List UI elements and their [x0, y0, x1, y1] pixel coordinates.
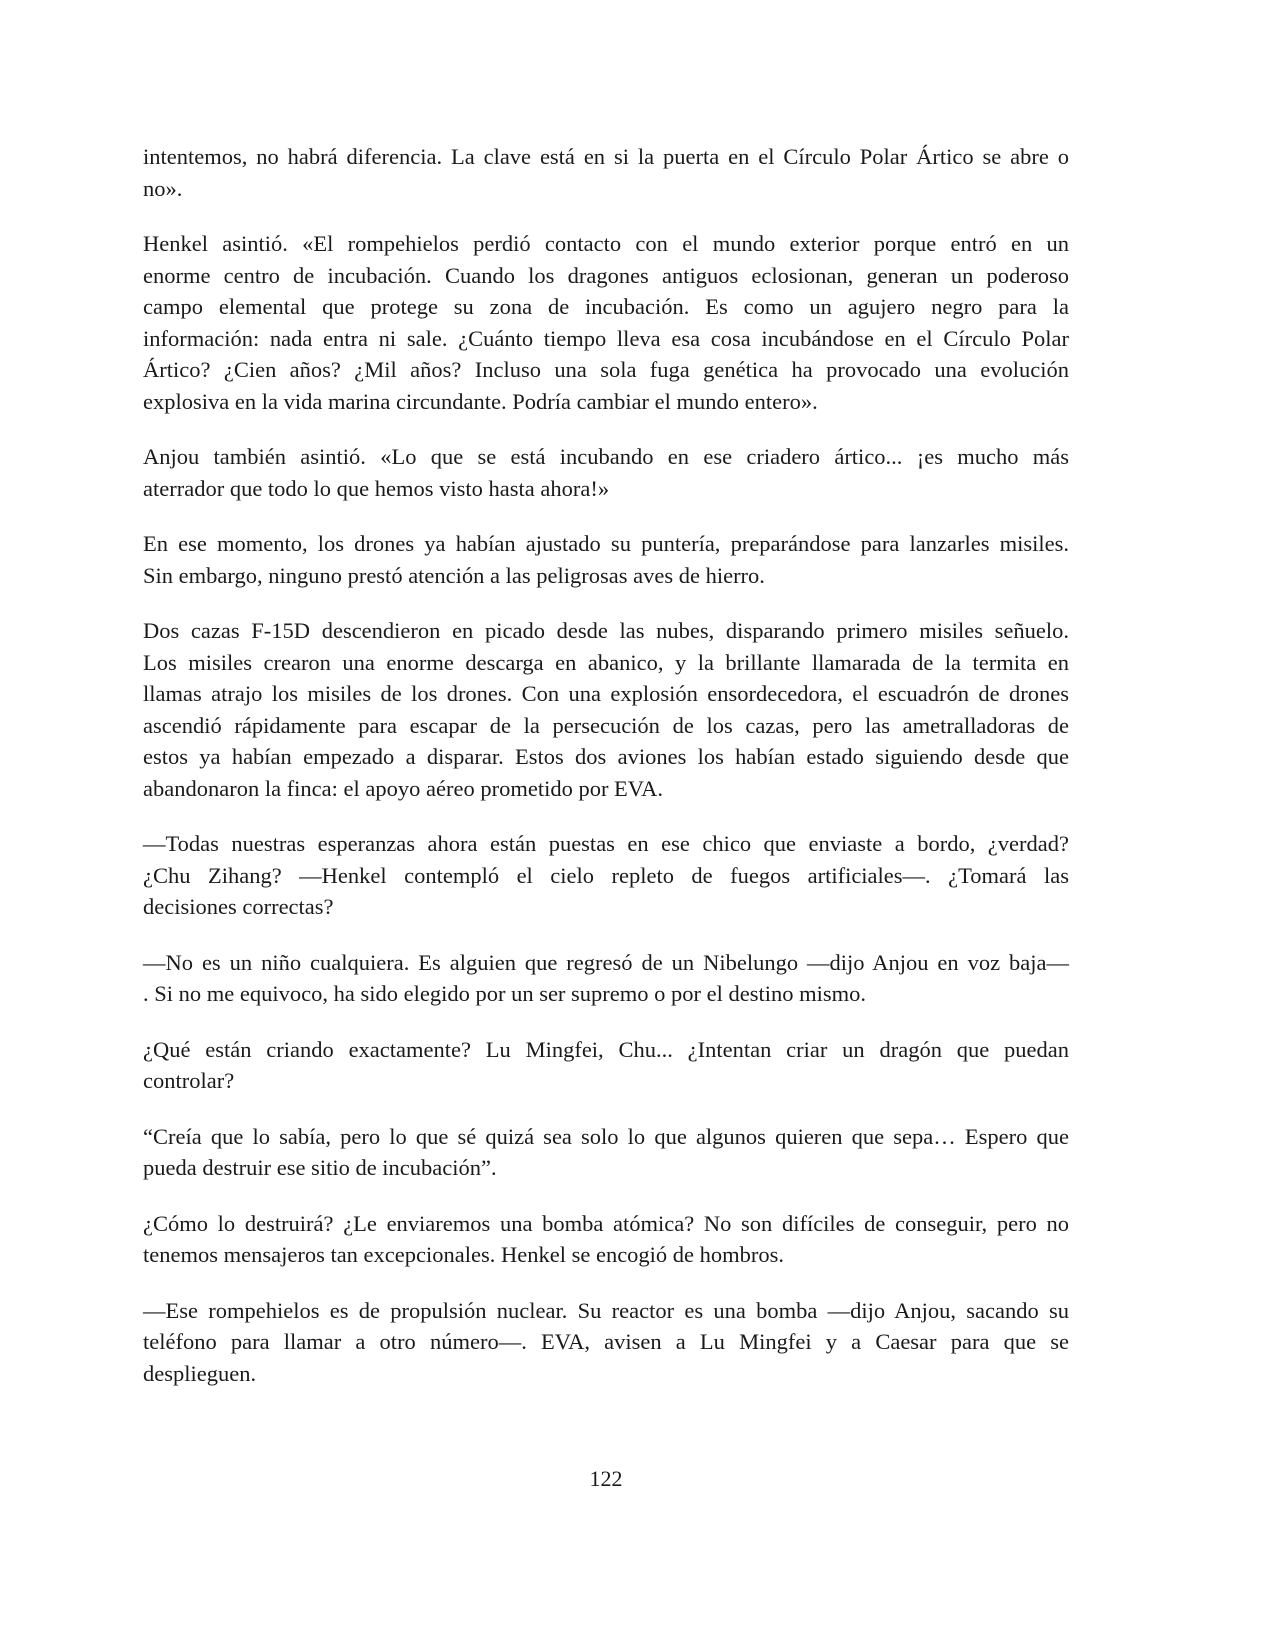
text-line: teléfono para llamar a otro número—. EVA, avisen a Lu Mingfei y a Caesar para que se [143, 1329, 1069, 1354]
text-line: enorme centro de incubación. Cuando los dragones antiguos eclosionan, generan un poderoso [143, 262, 1069, 288]
text-line: —No es un niño cualquiera. Es alguien que regresó de un Nibelungo —dijo Anjou en voz baja— [143, 949, 1069, 975]
text-line: tenemos mensajeros tan excepcionales. Henkel se encogió de hombros. [143, 1242, 785, 1267]
text-line: Los misiles crearon una enorme descarga en abanico, y la brillante llamarada de la termita en [143, 649, 1069, 675]
text-line: Henkel asintió. «El rompehielos perdió contacto con el mundo exterior porque entró en un [143, 231, 1069, 256]
text-line: información: nada entra ni sale. ¿Cuánto tiempo lleva esa cosa incubándose en el Círculo Polar [143, 325, 1069, 351]
paragraph [143, 228, 1069, 417]
text-line: desplieguen. [143, 1360, 257, 1386]
paragraph [143, 1121, 1069, 1184]
paragraph [143, 528, 1069, 591]
text-line: Anjou también asintió. «Lo que se está incubando en ese criadero ártico... ¡es mucho más [143, 444, 1069, 469]
text-line: “Creía que lo sabía, pero lo que sé quizá sea solo lo que algunos quieren que sepa… Espero que [143, 1123, 1069, 1149]
text-line: ¿Qué están criando exactamente? Lu Mingfei, Chu... ¿Intentan criar un dragón que puedan [143, 1036, 1069, 1062]
text-line: —Todas nuestras esperanzas ahora están puestas en ese chico que enviaste a bordo, ¿verdad? [143, 831, 1069, 856]
text-line: Dos cazas F-15D descendieron en picado desde las nubes, disparando primero misiles señuelo. [143, 618, 1069, 643]
paragraph [143, 615, 1069, 804]
text-line: —Ese rompehielos es de propulsión nuclear. Su reactor es una bomba —dijo Anjou, sacando su [143, 1297, 1069, 1323]
text-line: Ártico? ¿Cien años? ¿Mil años? Incluso una sola fuga genética ha provocado una evolución [143, 357, 1069, 382]
paragraph [143, 828, 1069, 923]
text-line: . Si no me equivoco, ha sido elegido por un ser supremo o por el destino mismo. [143, 981, 867, 1006]
paragraph [143, 947, 1069, 1010]
text-line: abandonaron la finca: el apoyo aéreo prometido por EVA. [143, 775, 664, 801]
text-line: ¿Chu Zihang? —Henkel contempló el cielo repleto de fuegos artificiales—. ¿Tomará las [143, 862, 1069, 888]
text-line: controlar? [143, 1068, 235, 1093]
page-body [143, 141, 1069, 1413]
text-line: intentemos, no habrá diferencia. La clave está en si la puerta en el Círculo Polar Ártico se abre o [143, 144, 1069, 169]
text-line: ascendió rápidamente para escapar de la persecución de los cazas, pero las ametralladoras de [143, 712, 1069, 738]
paragraph [143, 1208, 1069, 1271]
paragraph [143, 141, 1069, 204]
text-line: Sin embargo, ninguno prestó atención a las peligrosas aves de hierro. [143, 562, 765, 588]
text-line: ¿Cómo lo destruirá? ¿Le enviaremos una bomba atómica? No son difíciles de conseguir, pero no [143, 1210, 1069, 1236]
text-line: En ese momento, los drones ya habían ajustado su puntería, preparándose para lanzarles misiles. [143, 531, 1069, 556]
text-line: estos ya habían empezado a disparar. Estos dos aviones los habían estado siguiendo desde que [143, 744, 1069, 769]
text-line: pueda destruir ese sitio de incubación”. [143, 1155, 497, 1180]
paragraph [143, 1295, 1069, 1390]
text-line: no». [143, 175, 183, 201]
text-line: explosiva en la vida marina circundante. Podría cambiar el mundo entero». [143, 388, 818, 414]
paragraph [143, 1034, 1069, 1097]
text-line: llamas atrajo los misiles de los drones. Con una explosión ensordecedora, el escuadrón de drones [143, 681, 1069, 706]
text-line: decisiones correctas? [143, 894, 334, 919]
paragraph [143, 441, 1069, 504]
text-line: aterrador que todo lo que hemos visto hasta ahora!» [143, 475, 610, 501]
text-line: campo elemental que protege su zona de incubación. Es como un agujero negro para la [143, 294, 1069, 319]
page-number: 122 [589, 1466, 623, 1491]
